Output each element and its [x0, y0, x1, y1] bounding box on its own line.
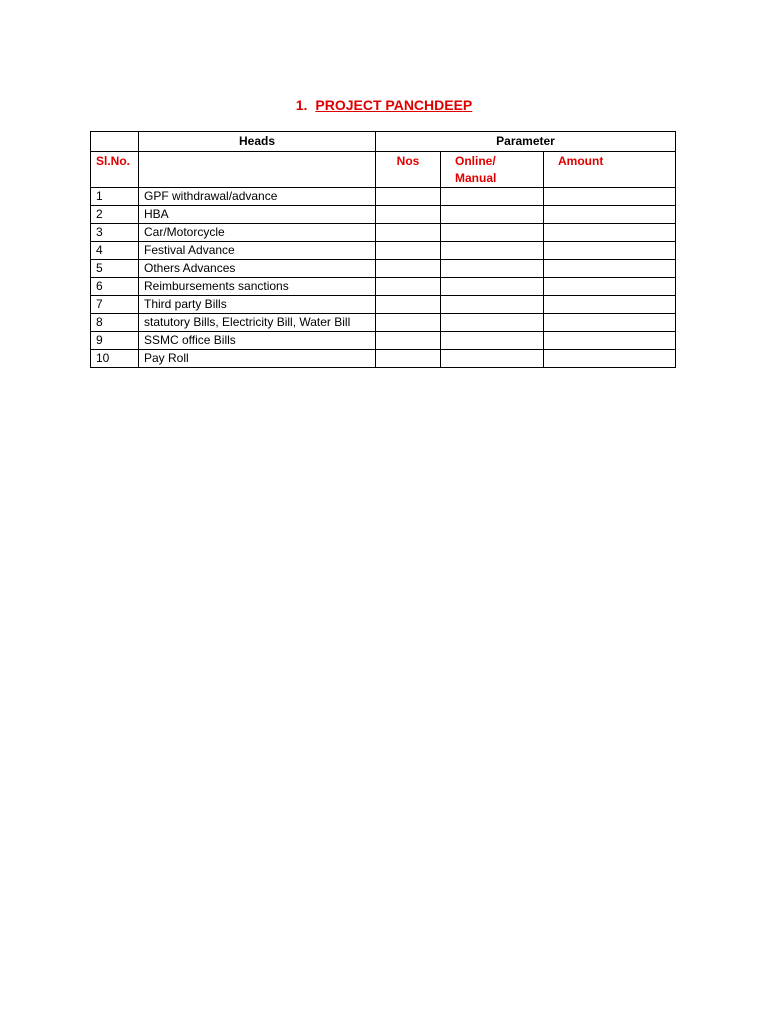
- header-manual-line: Manual: [455, 171, 497, 185]
- row-amount-cell: [544, 350, 676, 368]
- section-title: [0, 96, 768, 114]
- table-row: [91, 314, 676, 332]
- row-amount-cell: [544, 188, 676, 206]
- row-head: Third party Bills: [139, 296, 376, 314]
- row-amount-cell: [544, 314, 676, 332]
- header-amount: Amount: [544, 152, 676, 188]
- table-row: [91, 296, 676, 314]
- row-head: SSMC office Bills: [139, 332, 376, 350]
- header-blank-cell: [91, 132, 139, 152]
- row-nos-cell: [376, 350, 441, 368]
- row-online-manual-cell: [441, 332, 544, 350]
- row-sl-no: 3: [91, 224, 139, 242]
- row-amount-cell: [544, 206, 676, 224]
- header-online-line: Online/: [455, 154, 496, 168]
- row-amount-cell: [544, 242, 676, 260]
- row-head: Car/Motorcycle: [139, 224, 376, 242]
- row-nos-cell: [376, 242, 441, 260]
- row-online-manual-cell: [441, 188, 544, 206]
- row-online-manual-cell: [441, 242, 544, 260]
- row-nos-cell: [376, 332, 441, 350]
- row-head: statutory Bills, Electricity Bill, Water Bill: [139, 314, 376, 332]
- row-nos-cell: [376, 314, 441, 332]
- row-amount-cell: [544, 260, 676, 278]
- header-nos: Nos: [376, 152, 441, 188]
- row-sl-no: 5: [91, 260, 139, 278]
- row-sl-no: 10: [91, 350, 139, 368]
- table-row: [91, 260, 676, 278]
- table-header-row-1: [91, 132, 676, 152]
- row-sl-no: 4: [91, 242, 139, 260]
- row-online-manual-cell: [441, 278, 544, 296]
- table-row: [91, 350, 676, 368]
- header-online-manual: [441, 152, 544, 188]
- table-row: [91, 242, 676, 260]
- header-parameter: Parameter: [376, 132, 676, 152]
- row-nos-cell: [376, 278, 441, 296]
- row-nos-cell: [376, 224, 441, 242]
- row-sl-no: 7: [91, 296, 139, 314]
- section-number: 1.: [295, 97, 308, 113]
- row-head: Festival Advance: [139, 242, 376, 260]
- row-amount-cell: [544, 332, 676, 350]
- row-amount-cell: [544, 224, 676, 242]
- header-heads: Heads: [139, 132, 376, 152]
- table-header-row-2: [91, 152, 676, 188]
- row-nos-cell: [376, 260, 441, 278]
- row-sl-no: 1: [91, 188, 139, 206]
- row-nos-cell: [376, 296, 441, 314]
- section-title-text: PROJECT PANCHDEEP: [315, 97, 473, 113]
- row-amount-cell: [544, 296, 676, 314]
- row-online-manual-cell: [441, 260, 544, 278]
- table-row: [91, 278, 676, 296]
- row-head: HBA: [139, 206, 376, 224]
- header-sl-no: Sl.No.: [91, 152, 139, 188]
- row-head: Others Advances: [139, 260, 376, 278]
- row-head: Pay Roll: [139, 350, 376, 368]
- row-amount-cell: [544, 278, 676, 296]
- row-online-manual-cell: [441, 224, 544, 242]
- table-row: [91, 188, 676, 206]
- row-online-manual-cell: [441, 206, 544, 224]
- row-sl-no: 8: [91, 314, 139, 332]
- row-online-manual-cell: [441, 314, 544, 332]
- row-sl-no: 6: [91, 278, 139, 296]
- table-row: [91, 224, 676, 242]
- heads-parameter-table: [90, 131, 676, 368]
- header-heads-blank: [139, 152, 376, 188]
- row-online-manual-cell: [441, 296, 544, 314]
- row-nos-cell: [376, 206, 441, 224]
- table-row: [91, 206, 676, 224]
- row-nos-cell: [376, 188, 441, 206]
- row-head: GPF withdrawal/advance: [139, 188, 376, 206]
- row-sl-no: 2: [91, 206, 139, 224]
- row-sl-no: 9: [91, 332, 139, 350]
- row-head: Reimbursements sanctions: [139, 278, 376, 296]
- table-row: [91, 332, 676, 350]
- row-online-manual-cell: [441, 350, 544, 368]
